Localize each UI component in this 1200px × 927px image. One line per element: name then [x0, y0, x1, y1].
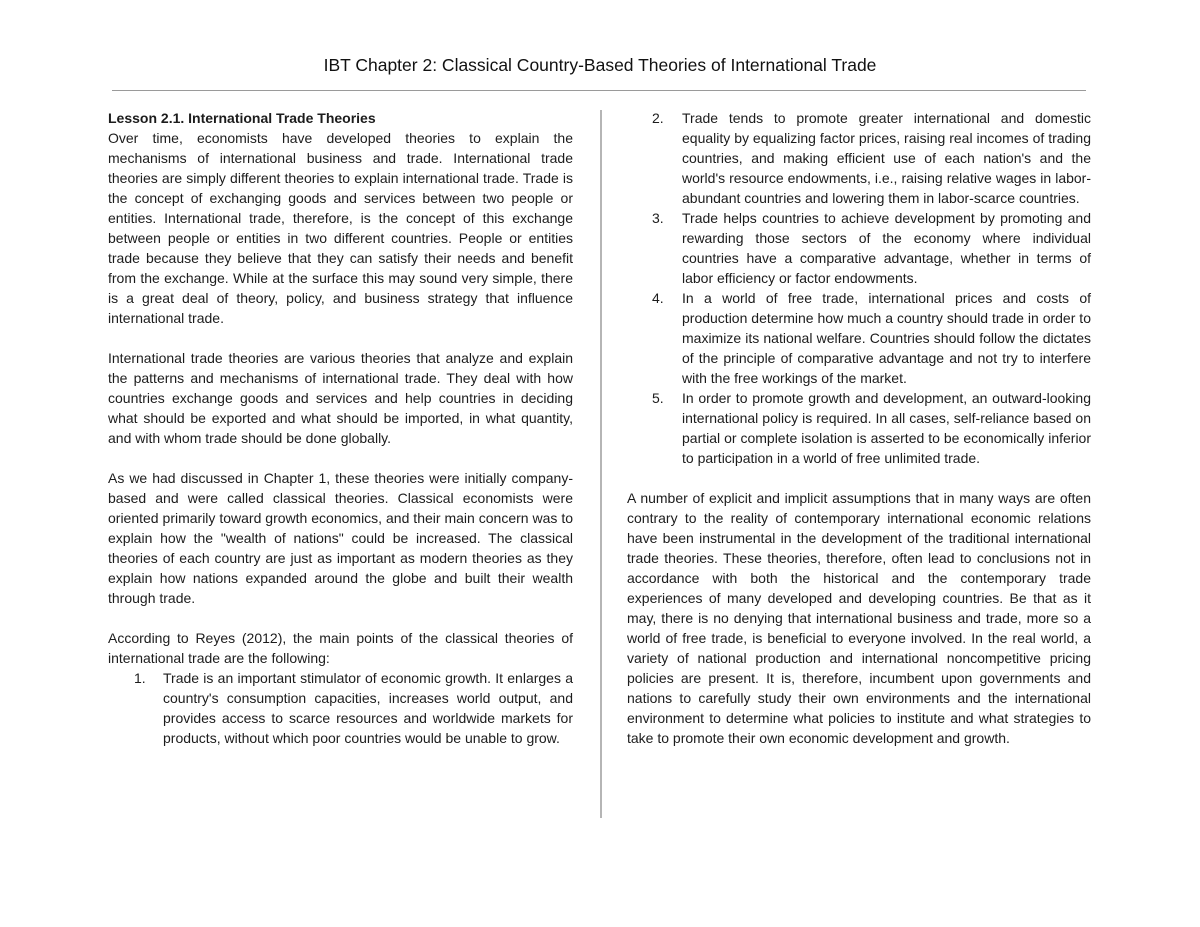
paragraph: A number of explicit and implicit assumptions that in many ways are often contrary to the reality of contemporary international economic relations have been instrumental in the development of the traditional international trade theories. These theories, therefore, often lead to conclusions not in accordance with both the historical and the contemporary trade experiences of many developed and developing countries. Be that as it may, there is no denying that international business and trade, more so a world of free trade, is beneficial to everyone involved. In the real world, a variety of national production and international noncompetitive pricing policies are present. It is, therefore, incumbent upon governments and nations to carefully study their own environments and the international environment to determine what policies to institute and what strategies to take to promote their own economic development and growth. — [627, 490, 1091, 746]
paragraph: As we had discussed in Chapter 1, these theories were initially company-based and were called classical theories. Classical economists were oriented primarily toward growth economics, and their main concern was to explain how the "wealth of nations" could be increased. The classical theories of each country are just as important as modern theories as they explain how nations expanded around the globe and built their wealth through trade. — [108, 470, 573, 606]
classical-points-list — [108, 668, 573, 748]
list-item — [627, 208, 1091, 288]
list-text: In order to promote growth and development, an outward-looking international policy is required. In all cases, self-reliance based on partial or complete isolation is asserted to be economically inferior to participation in a world of free unlimited trade. — [682, 390, 1091, 466]
lesson-heading: Lesson 2.1. International Trade Theories — [108, 110, 376, 126]
list-item — [108, 668, 573, 748]
list-item — [627, 288, 1091, 388]
list-number: 1. — [134, 670, 146, 686]
list-text: Trade is an important stimulator of economic growth. It enlarges a country's consumption capacities, increases world output, and provides access to scarce resources and worldwide markets for products, without which poor countries would be unable to grow. — [163, 670, 573, 746]
list-item — [627, 388, 1091, 468]
paragraph: Over time, economists have developed theories to explain the mechanisms of international business and trade. International trade theories are simply different theories to explain international trade. Trade is the concept of exchanging goods and services between two people or entities. International trade, therefore, is the concept of this exchange between people or entities in two different countries. People or entities trade because they believe that they can satisfy their needs and benefit from the exchange. While at the surface this may sound very simple, there is a great deal of theory, policy, and business strategy that influence international trade. — [108, 130, 573, 326]
page-title: IBT Chapter 2: Classical Country-Based Theories of International Trade — [323, 55, 877, 75]
paragraph: International trade theories are various theories that analyze and explain the patterns and mechanisms of international trade. They deal with how countries exchange goods and services and help countries in deciding what should be exported and what should be imported, in what quantity, and with whom trade should be done globally. — [108, 350, 573, 446]
list-text: Trade tends to promote greater international and domestic equality by equalizing factor prices, raising real incomes of trading countries, and making efficient use of each nation's and the world's resource endowments, i.e., raising relative wages in labor-abundant countries and lowering them in labor-scarce countries. — [682, 110, 1091, 206]
list-number: 2. — [652, 110, 664, 126]
list-item — [627, 108, 1091, 208]
list-number: 4. — [652, 290, 664, 306]
list-number: 5. — [652, 390, 664, 406]
paragraph: According to Reyes (2012), the main points of the classical theories of international trade are the following: — [108, 630, 573, 666]
lesson-intro — [108, 108, 573, 328]
classical-points-list-continued — [627, 108, 1091, 468]
title-divider — [112, 90, 1086, 91]
list-text: In a world of free trade, international prices and costs of production determine how much a country should trade in order to maximize its national welfare. Countries should follow the dictates of the principle of comparative advantage and not try to interfere with the free workings of the market. — [682, 290, 1091, 386]
list-text: Trade helps countries to achieve development by promoting and rewarding those sectors of the economy where individual countries have a comparative advantage, whether in terms of labor efficiency or factor endowments. — [682, 210, 1091, 286]
list-number: 3. — [652, 210, 664, 226]
column-divider — [600, 110, 602, 818]
right-column — [627, 108, 1091, 768]
left-column — [108, 108, 573, 748]
